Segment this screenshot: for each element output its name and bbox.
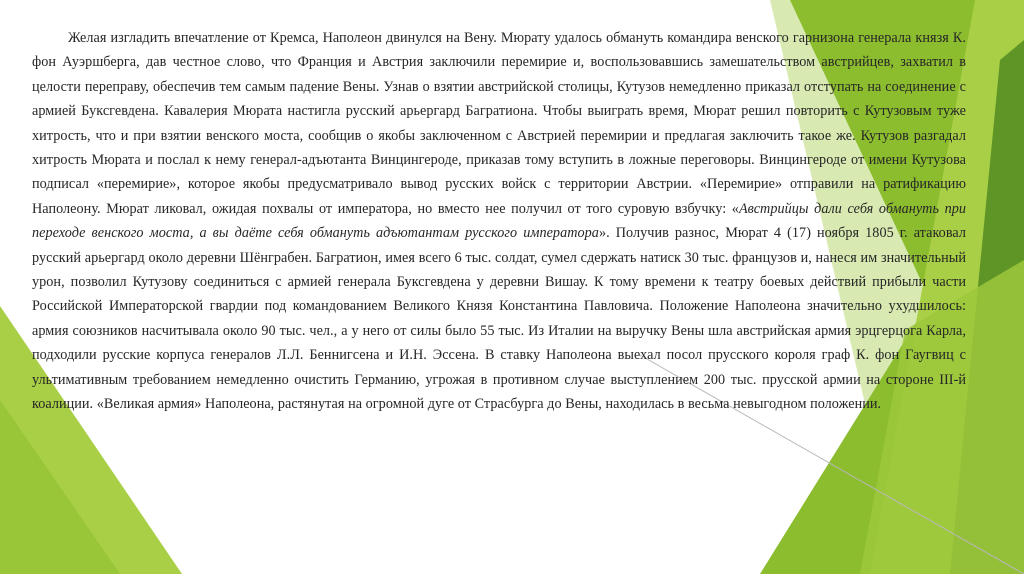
body-text-part1: Желая изгладить впечатление от Кремса, Наполеон двинулся на Вену. Мюрату удалось обмануть командира венского гарнизона генерала князя К. фон Ауэршберга, дав честное слово, что Франция и Австрия заключили перемирие и, воспользовавшись замешательством австрийцев, захватил в целости переправу, обеспечив тем самым падение Вены. Узнав о взятии австрийской столицы, Кутузов немедленно приказал отступать на соединение с армией Буксгевдена. Кавалерия Мюрата настигла русский арьергард Багратиона. Чтобы выиграть время, Мюрат решил повторить с Кутузовым туже хитрость, что и при взятии венского моста, сообщив о якобы заключенном с Австрией перемирии и предлагая заключить такое же. Кутузов разгадал хитрость Мюрата и послал к нему генерал-адъютанта Винцингероде, приказав тому вступить в ложные переговоры. Винцингероде от имени Кутузова подписал «перемирие», которое якобы предусматривало вывод русских войск с территории Австрии. «Перемирие» отправили на ратификацию Наполеону. Мюрат ликовал, ожидая похвалы от императора, но вместо нее получил от того суровую взбучку: « bbox=[32, 30, 966, 217]
quoted-italic-text: Австрийцы дали себя обмануть при переходе венского моста, а вы даёте себя обмануть адъютантам русского императора bbox=[32, 200, 966, 242]
body-text-block bbox=[32, 26, 966, 417]
body-paragraph bbox=[32, 26, 966, 417]
body-text-part2: ». Получив разнос, Мюрат 4 (17) ноября 1805 г. атаковал русский арьергард около деревни Шёнграбен. Багратион, имея всего 6 тыс. солдат, сумел сдержать натиск 30 тыс. французов и, нанеся им значительный урон, позволил Кутузову соединиться с армией генерала Буксгевдена у деревни Вишау. К тому времени к театру боевых действий прибыли части Российской Императорской гвардии под командованием Великого Князя Константина Павловича. Положение Наполеона значительно ухудшилось: армия союзников насчитывала около 90 тыс. чел., а у него от силы было 55 тыс. Из Италии на выручку Вены шла австрийская армия эрцгерцога Карла, подходили русские корпуса генералов Л.Л. Беннигсена и И.Н. Эссена. В ставку Наполеона выехал посол прусского короля граф К. фон Гаугвиц с ультимативным требованием немедленно очистить Германию, угрожая в противном случае выступлением 200 тыс. прусской армии на стороне III-й коалиции. «Великая армия» Наполеона, растянутая на огромной дуге от Страсбурга до Вены, находилась в весьма невыгодном положении. bbox=[32, 225, 966, 413]
